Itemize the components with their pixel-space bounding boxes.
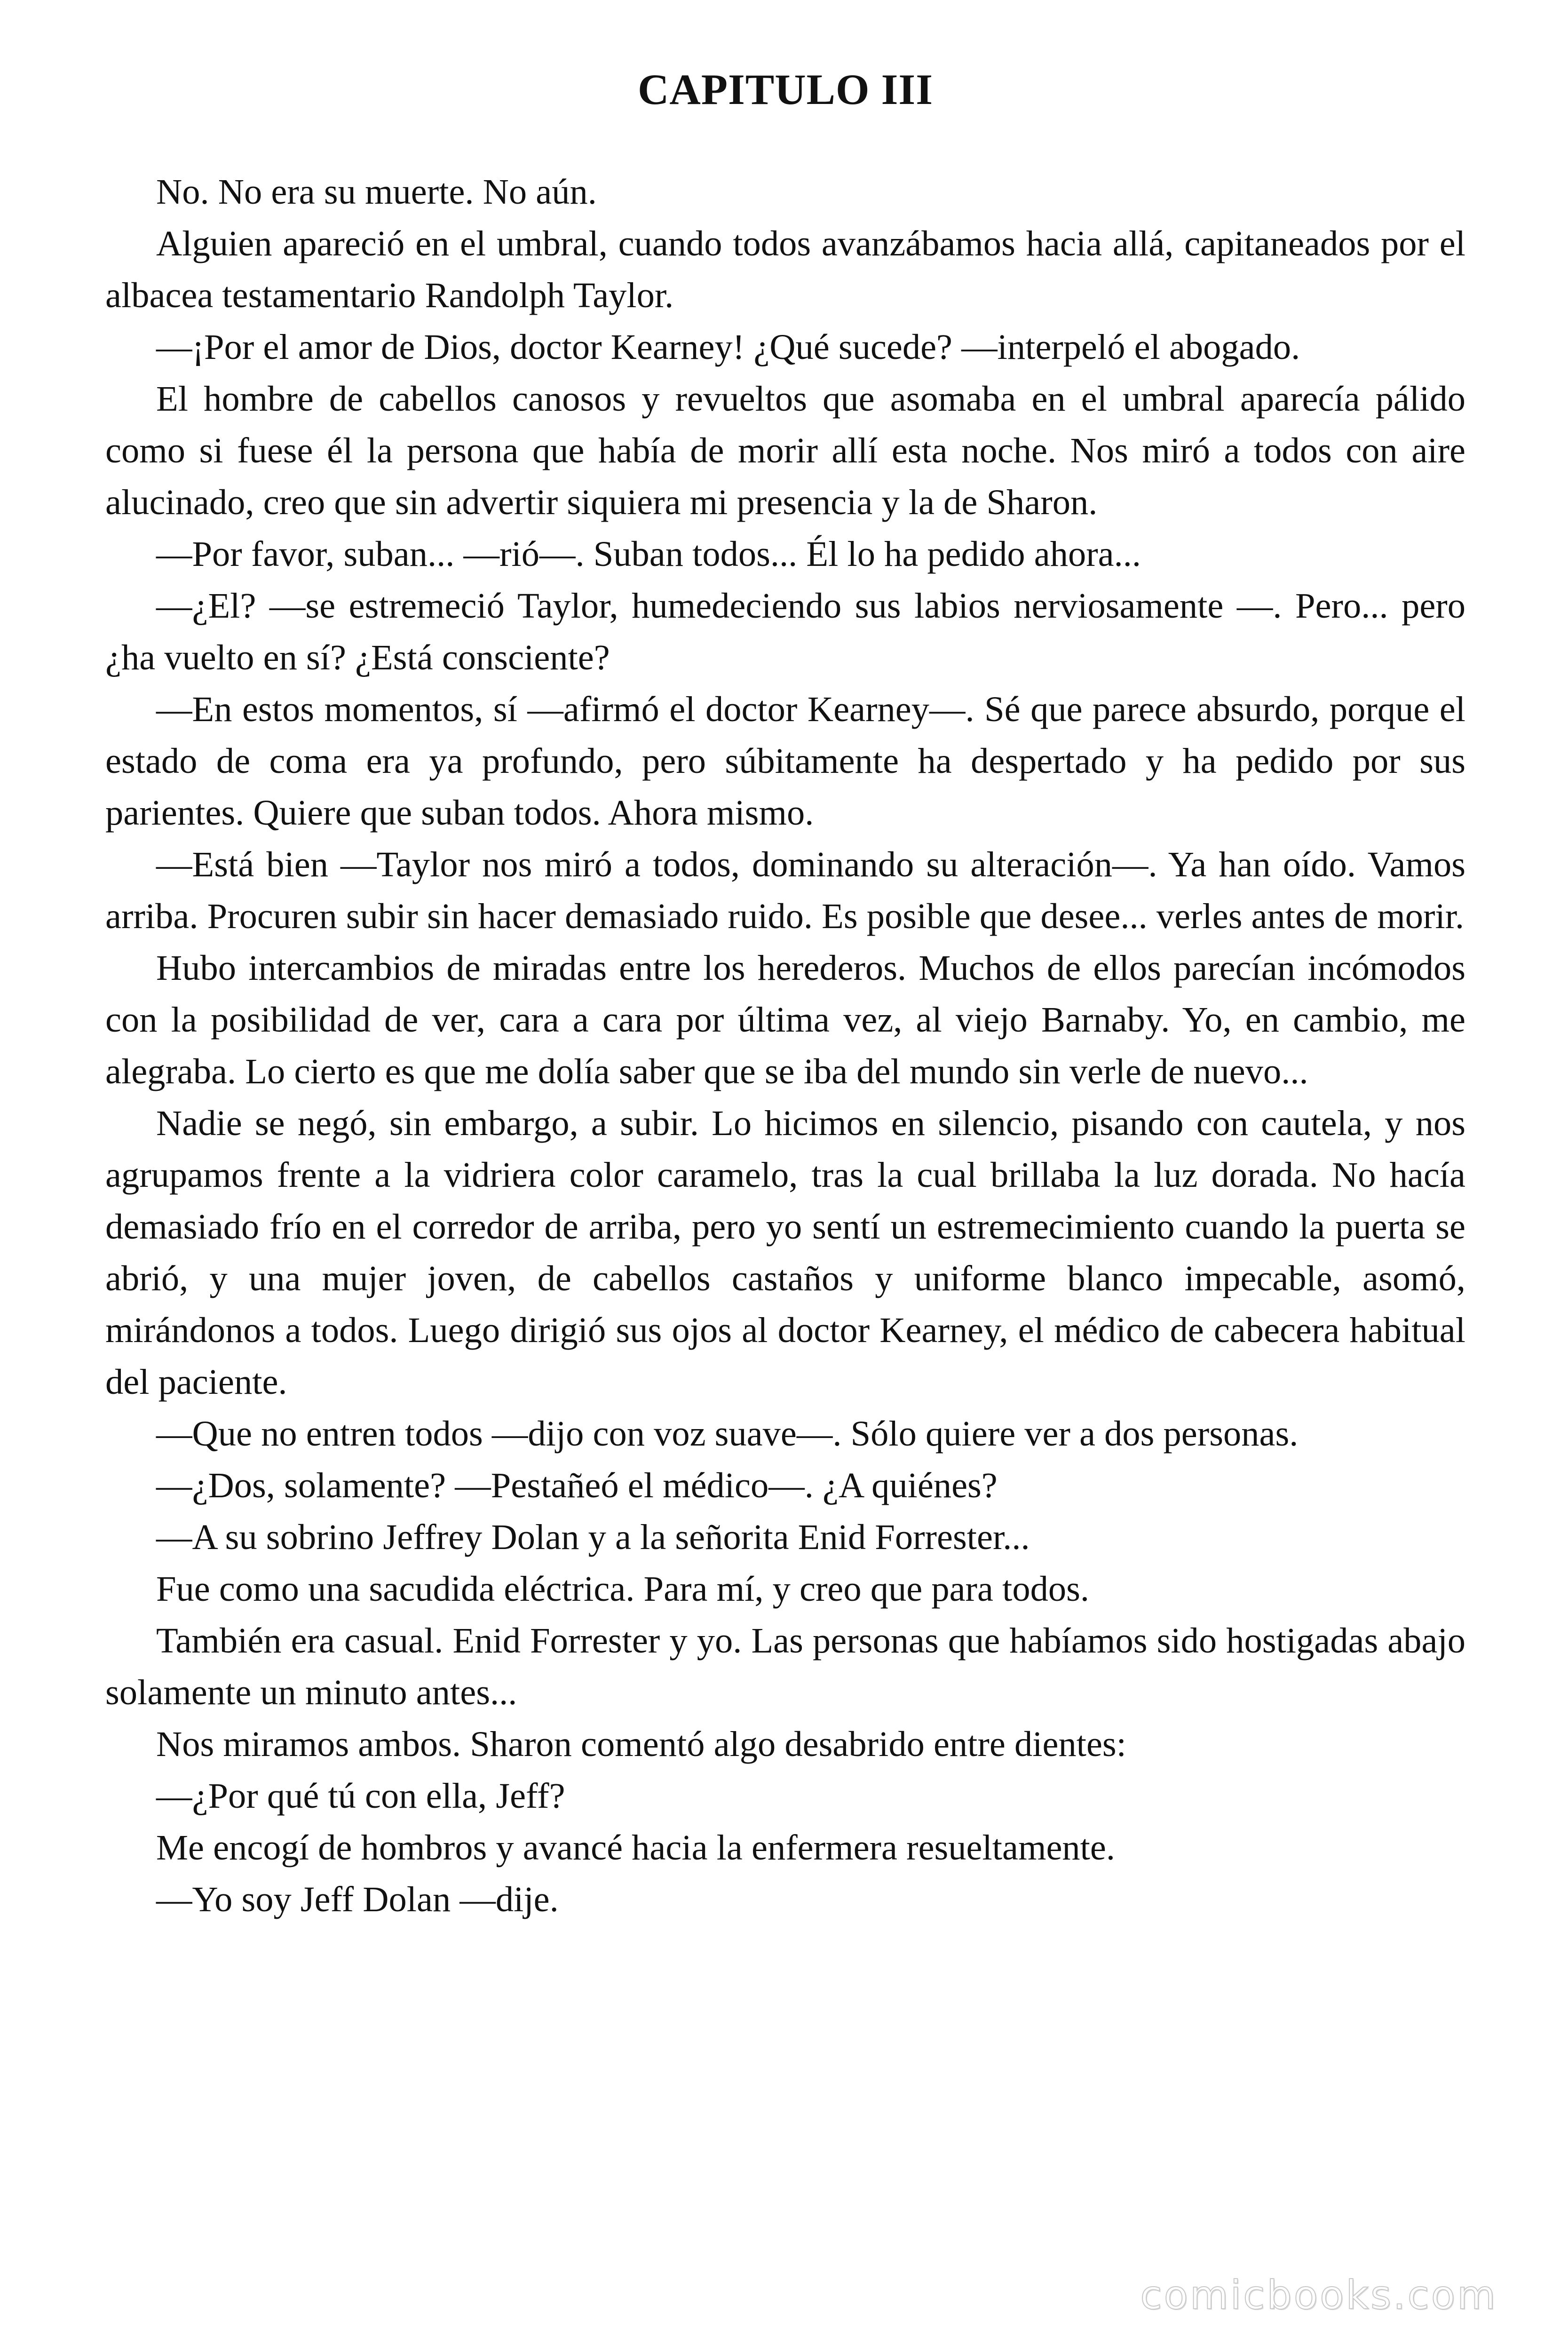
chapter-title: CAPITULO III	[637, 65, 933, 113]
watermark: comicbooks.com	[1140, 2272, 1497, 2318]
paragraph: —Está bien —Taylor nos miró a todos, dominando su alteración—. Ya han oído. Vamos arriba. Procuren subir sin hacer demasiado ruido. Es posible que desee... verles antes de morir.	[105, 844, 1465, 937]
paragraph: —En estos momentos, sí —afirmó el doctor Kearney—. Sé que parece absurdo, porque el estado de coma era ya profundo, pero súbitamente ha despertado y ha pedido por sus parientes. Quiere que suban todos. Ahora mismo.	[105, 689, 1465, 833]
paragraph: —Por favor, suban... —rió—. Suban todos... Él lo ha pedido ahora...	[156, 534, 1141, 574]
paragraph: —¡Por el amor de Dios, doctor Kearney! ¿Qué sucede? —interpeló el abogado.	[156, 327, 1300, 367]
paragraph: —¿El? —se estremeció Taylor, humedeciendo sus labios nerviosamente —. Pero... pero ¿ha vuelto en sí? ¿Está consciente?	[105, 586, 1465, 678]
paragraph: También era casual. Enid Forrester y yo. Las personas que habíamos sido hostigadas abajo solamente un minuto antes...	[105, 1621, 1465, 1713]
paragraph: Me encogí de hombros y avancé hacia la enfermera resueltamente.	[156, 1828, 1116, 1868]
paragraph: —A su sobrino Jeffrey Dolan y a la señorita Enid Forrester...	[156, 1517, 1030, 1557]
paragraph: Hubo intercambios de miradas entre los herederos. Muchos de ellos parecían incómodos con la posibilidad de ver, cara a cara por última vez, al viejo Barnaby. Yo, en cambio, me alegraba. Lo cierto es que me dolía saber que se iba del mundo sin verle de nuevo...	[105, 948, 1465, 1092]
paragraph: Fue como una sacudida eléctrica. Para mí, y creo que para todos.	[156, 1569, 1089, 1609]
paragraph: No. No era su muerte. No aún.	[156, 172, 597, 212]
paragraph: —Que no entren todos —dijo con voz suave—. Sólo quiere ver a dos personas.	[156, 1414, 1299, 1454]
paragraph: Nadie se negó, sin embargo, a subir. Lo hicimos en silencio, pisando con cautela, y nos agrupamos frente a la vidriera color caramelo, tras la cual brillaba la luz dorada. No hacía demasiado frío en el corredor de arriba, pero yo sentí un estremecimiento cuando la puerta se abrió, y una mujer joven, de cabellos castaños y uniforme blanco impecable, asomó, mirándonos a todos. Luego dirigió sus ojos al doctor Kearney, el médico de cabecera habitual del paciente.	[105, 1103, 1465, 1402]
paragraph: Nos miramos ambos. Sharon comentó algo desabrido entre dientes:	[156, 1724, 1126, 1764]
paragraph: —¿Por qué tú con ella, Jeff?	[156, 1776, 565, 1816]
paragraph: Alguien apareció en el umbral, cuando todos avanzábamos hacia allá, capitaneados por el albacea testamentario Randolph Taylor.	[105, 223, 1465, 316]
book-page	[105, 66, 1465, 1925]
paragraph: —Yo soy Jeff Dolan —dije.	[156, 1879, 559, 1920]
paragraph: El hombre de cabellos canosos y revueltos que asomaba en el umbral aparecía pálido como si fuese él la persona que había de morir allí esta noche. Nos miró a todos con aire alucinado, creo que sin advertir siquiera mi presencia y la de Sharon.	[105, 379, 1465, 523]
paragraph: —¿Dos, solamente? —Pestañeó el médico—. ¿A quiénes?	[156, 1465, 998, 1506]
chapter-body	[105, 166, 1465, 1925]
